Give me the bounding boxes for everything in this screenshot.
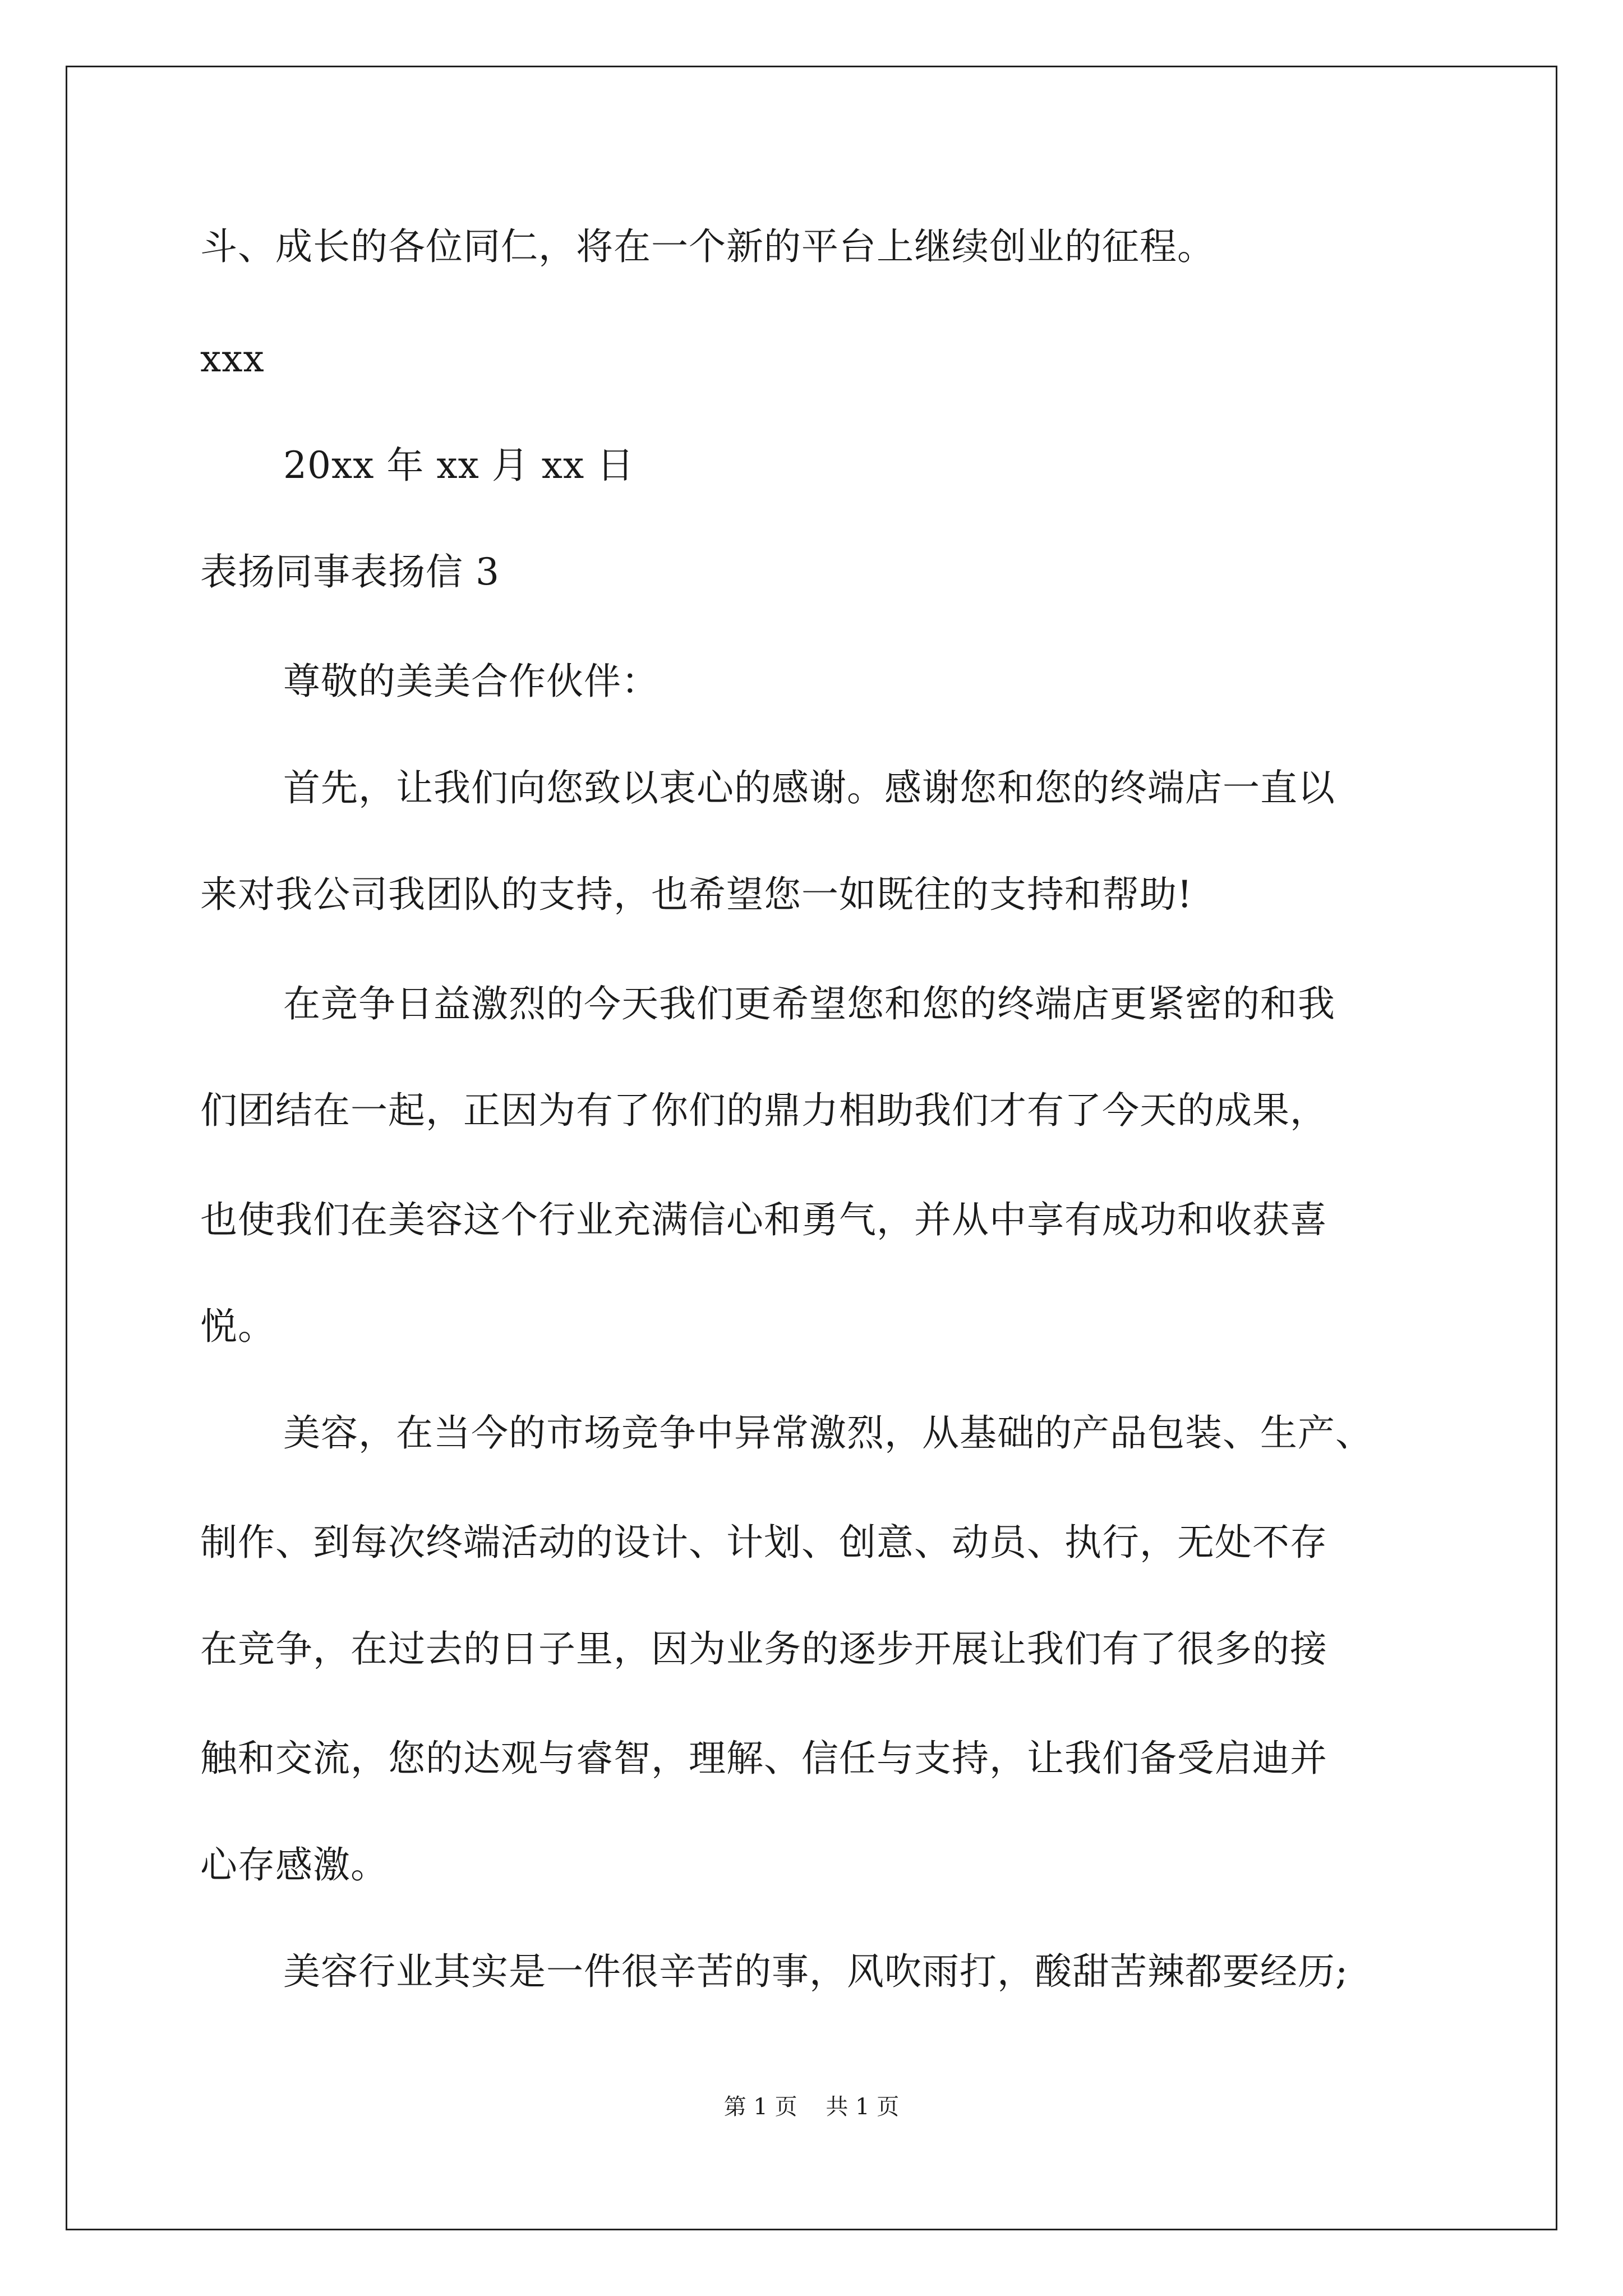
signature-name: xxx: [200, 337, 265, 380]
page-border: [66, 66, 1557, 2230]
salutation: 尊敬的美美合作伙伴：: [283, 660, 659, 703]
text-line-7: 来对我公司我团队的支持，也希望您一如既往的支持和帮助!: [200, 873, 1193, 916]
page-number-footer: 第 1 页 共 1 页: [723, 2094, 900, 2120]
text-line-8: 在竞争日益激烈的今天我们更希望您和您的终端店更紧密的和我: [283, 982, 1335, 1025]
letter-date: 20xx 年 xx 月 xx 日: [283, 444, 635, 487]
text-line-11: 悦。: [200, 1305, 275, 1348]
text-line-10: 也使我们在美容这个行业充满信心和勇气，并从中享有成功和收获喜: [200, 1198, 1327, 1241]
text-line-6: 首先，让我们向您致以衷心的感谢。感谢您和您的终端店一直以: [283, 766, 1335, 809]
section-heading: 表扬同事表扬信 3: [200, 550, 500, 593]
text-line-16: 心存感激。: [200, 1843, 388, 1887]
text-line-12: 美容，在当今的市场竞争中异常激烈，从基础的产品包装、生产、: [283, 1411, 1373, 1455]
text-line-17: 美容行业其实是一件很辛苦的事，风吹雨打，酸甜苦辣都要经历;: [283, 1950, 1349, 1993]
text-line-1: 斗、成长的各位同仁，将在一个新的平台上继续创业的征程。: [200, 225, 1215, 268]
text-line-13: 制作、到每次终端活动的设计、计划、创意、动员、执行，无处不存: [200, 1521, 1327, 1564]
text-line-15: 触和交流，您的达观与睿智，理解、信任与支持，让我们备受启迪并: [200, 1737, 1327, 1780]
text-line-9: 们团结在一起，正因为有了你们的鼎力相助我们才有了今天的成果，: [200, 1089, 1327, 1132]
text-line-14: 在竞争，在过去的日子里，因为业务的逐步开展让我们有了很多的接: [200, 1627, 1327, 1671]
